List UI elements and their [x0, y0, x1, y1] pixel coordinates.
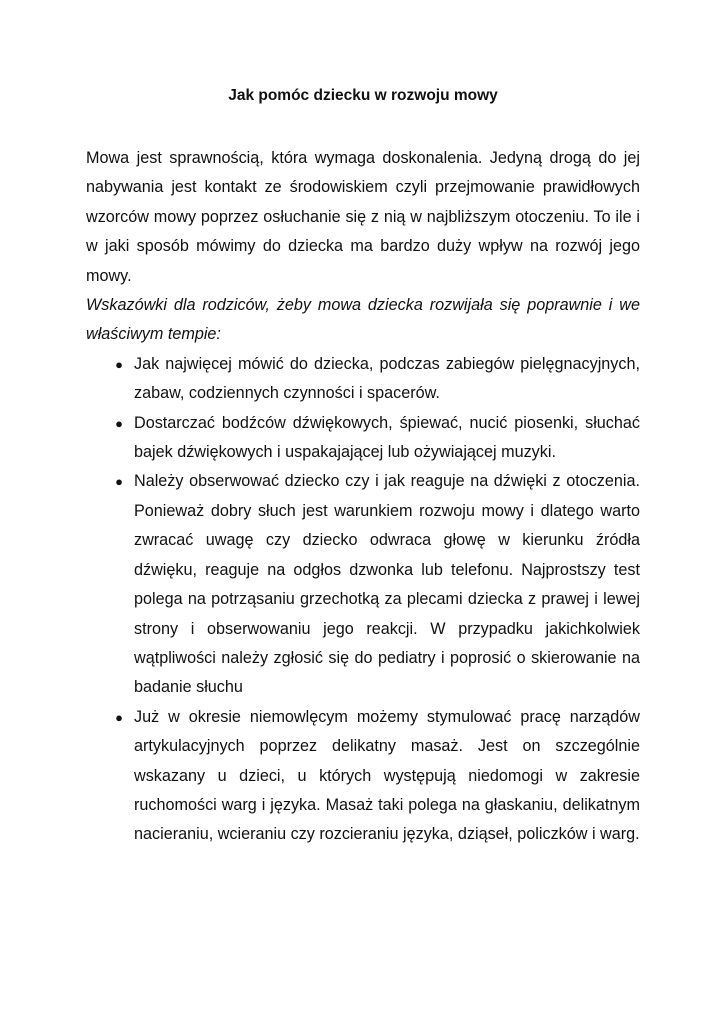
list-item-text: Już w okresie niemowlęcym możemy stymulować pracę narządów artykulacyjnych poprzez delikatny masaż. Jest on szczególnie wskazany u dzieci, u których występują niedomogi w zakresie ruchomości warg i języka. Masaż taki polega na głaskaniu, delikatnym nacieraniu, wcieraniu czy rozcieraniu języka, dziąseł, policzków i warg. [134, 707, 640, 844]
bullet-icon: ● [115, 709, 123, 725]
list-item-text: Jak najwięcej mówić do dziecka, podczas zabiegów pielęgnacyjnych, zabaw, codziennych czynności i spacerów. [134, 354, 640, 403]
bullet-icon: ● [115, 415, 123, 431]
bullet-icon: ● [115, 474, 123, 490]
list-item [86, 409, 640, 468]
intro-paragraph: Mowa jest sprawnością, która wymaga doskonalenia. Jedyną drogą do jej nabywania jest kontakt ze środowiskiem czyli przejmowanie prawidłowych wzorców mowy poprzez osłuchanie się z nią w najbliższym otoczeniu. To ile i w jaki sposób mówimy do dziecka ma bardzo duży wpływ na rozwój jego mowy. [86, 149, 640, 285]
document-title: Jak pomóc dziecku w rozwoju mowy [228, 87, 498, 104]
list-item [86, 703, 640, 850]
list-item [86, 467, 640, 702]
bullet-icon: ● [115, 356, 123, 372]
list-item [86, 350, 640, 409]
list-item-text: Należy obserwować dziecko czy i jak reaguje na dźwięki z otoczenia. Ponieważ dobry słuch jest warunkiem rozwoju mowy i dlatego warto zwracać uwagę czy dziecko odwraca głowę w kierunku źródła dźwięku, reaguje na odgłos dzwonka lub telefonu. Najprostszy test polega na potrząsaniu grzechotką za plecami dziecka z prawej i lewej strony i obserwowaniu jego reakcji. W przypadku jakichkolwiek wątpliwości należy zgłosić się do pediatry i poprosić o skierowanie na badanie słuchu [134, 472, 640, 697]
list-item-text: Dostarczać bodźców dźwiękowych, śpiewać, nucić piosenki, słuchać bajek dźwiękowych i uspakajającej lub ożywiającej muzyki. [134, 413, 640, 462]
tips-list [86, 350, 640, 850]
document-page [86, 86, 640, 850]
tips-heading: Wskazówki dla rodziców, żeby mowa dziecka rozwijała się poprawnie i we właściwym tempie: [86, 296, 640, 344]
